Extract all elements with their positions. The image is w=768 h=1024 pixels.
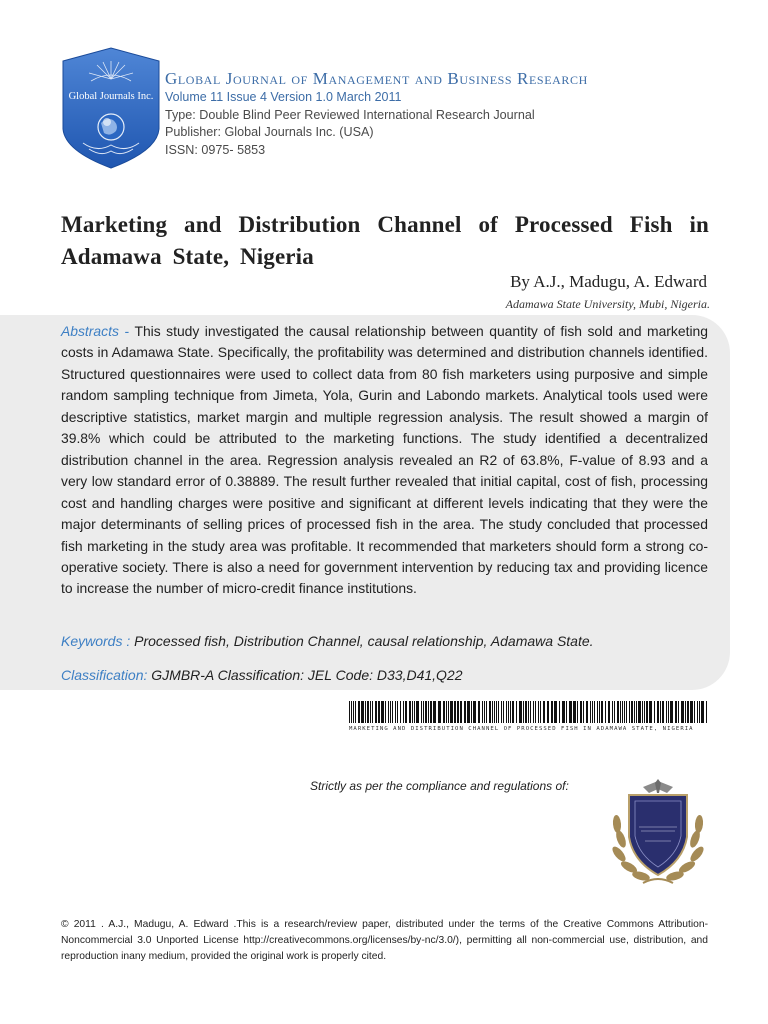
publisher-line: Publisher: Global Journals Inc. (USA) bbox=[165, 125, 374, 139]
abstract-text: This study investigated the causal relationship between quantity of fish sold and marketing costs in Adamawa State. Specifically, the profitability was determined and distribution channels identified. Structured questionnaires were used to collect data from 80 fish marketers using purposive and simple random sampling technique from Jimeta, Yola, Gurin and Labondo markets. Analytical tools used were descriptive statistics, market margin and multiple regression analysis. The result showed a margin of 39.8% which could be attributed to the marketing functions. The study identified a decentralized distribution channel in the area. Regression analysis revealed an R2 of 63.8%, F-value of 8.93 and a very low standard error of 0.38889. The result further revealed that initial capital, cost of fish, processing cost and handling charges were positive and significant at different levels indicating that they were the major determinants of selling prices of processed fish in the area. The study concluded that processed fish marketing in the study area was profitable. It recommended that marketers should form a strong co-operative society. There is also a need for government intervention by reducing tax and providing licence to increase the number of micro-credit finance institutions. bbox=[61, 323, 708, 597]
barcode bbox=[349, 701, 709, 737]
issue-line: Volume 11 Issue 4 Version 1.0 March 2011 bbox=[165, 90, 402, 104]
association-crest bbox=[603, 779, 713, 889]
authors: By A.J., Madugu, A. Edward bbox=[510, 272, 707, 291]
license-footer: © 2011 . A.J., Madugu, A. Edward .This is a research/review paper, distributed under the terms of the Creative Commons Attribution-Noncommercial 3.0 Unported License http://creativecommons.org/licenses/by-nc/3.0/), permitting all non-commercial use, distribution, and reproduction inany medium, provided the original work is properly cited. bbox=[61, 919, 708, 962]
barcode-bars bbox=[349, 701, 709, 725]
paper-title: Marketing and Distribution Channel of Processed Fish in Adamawa State, Nigeria bbox=[61, 212, 709, 269]
keywords-text: Processed fish, Distribution Channel, causal relationship, Adamawa State. bbox=[130, 633, 594, 649]
barcode-caption: MARKETING AND DISTRIBUTION CHANNEL OF PROCESSED FISH IN ADAMAWA STATE, NIGERIA bbox=[349, 726, 694, 732]
keywords-label: Keywords : bbox=[61, 633, 131, 649]
logo-text: Global Journals Inc. bbox=[68, 91, 154, 102]
journal-header bbox=[165, 68, 725, 159]
affiliation: Adamawa State University, Mubi, Nigeria. bbox=[505, 297, 710, 311]
classification-text: GJMBR-A Classification: JEL Code: D33,D41,Q22 bbox=[147, 667, 463, 683]
abstract-separator: - bbox=[118, 323, 135, 339]
abstract-label: Abstracts bbox=[61, 323, 119, 339]
type-line: Type: Double Blind Peer Reviewed International Research Journal bbox=[165, 107, 535, 122]
journal-logo bbox=[61, 47, 161, 169]
classification-label: Classification: bbox=[61, 667, 148, 683]
compliance-text: Strictly as per the compliance and regulations of: bbox=[310, 779, 569, 793]
abstract bbox=[61, 321, 708, 600]
issn-line: ISSN: 0975- 5853 bbox=[165, 142, 266, 157]
keywords bbox=[61, 633, 711, 649]
journal-title: Global Journal of Management and Business Research bbox=[165, 69, 588, 88]
classification bbox=[61, 667, 711, 683]
